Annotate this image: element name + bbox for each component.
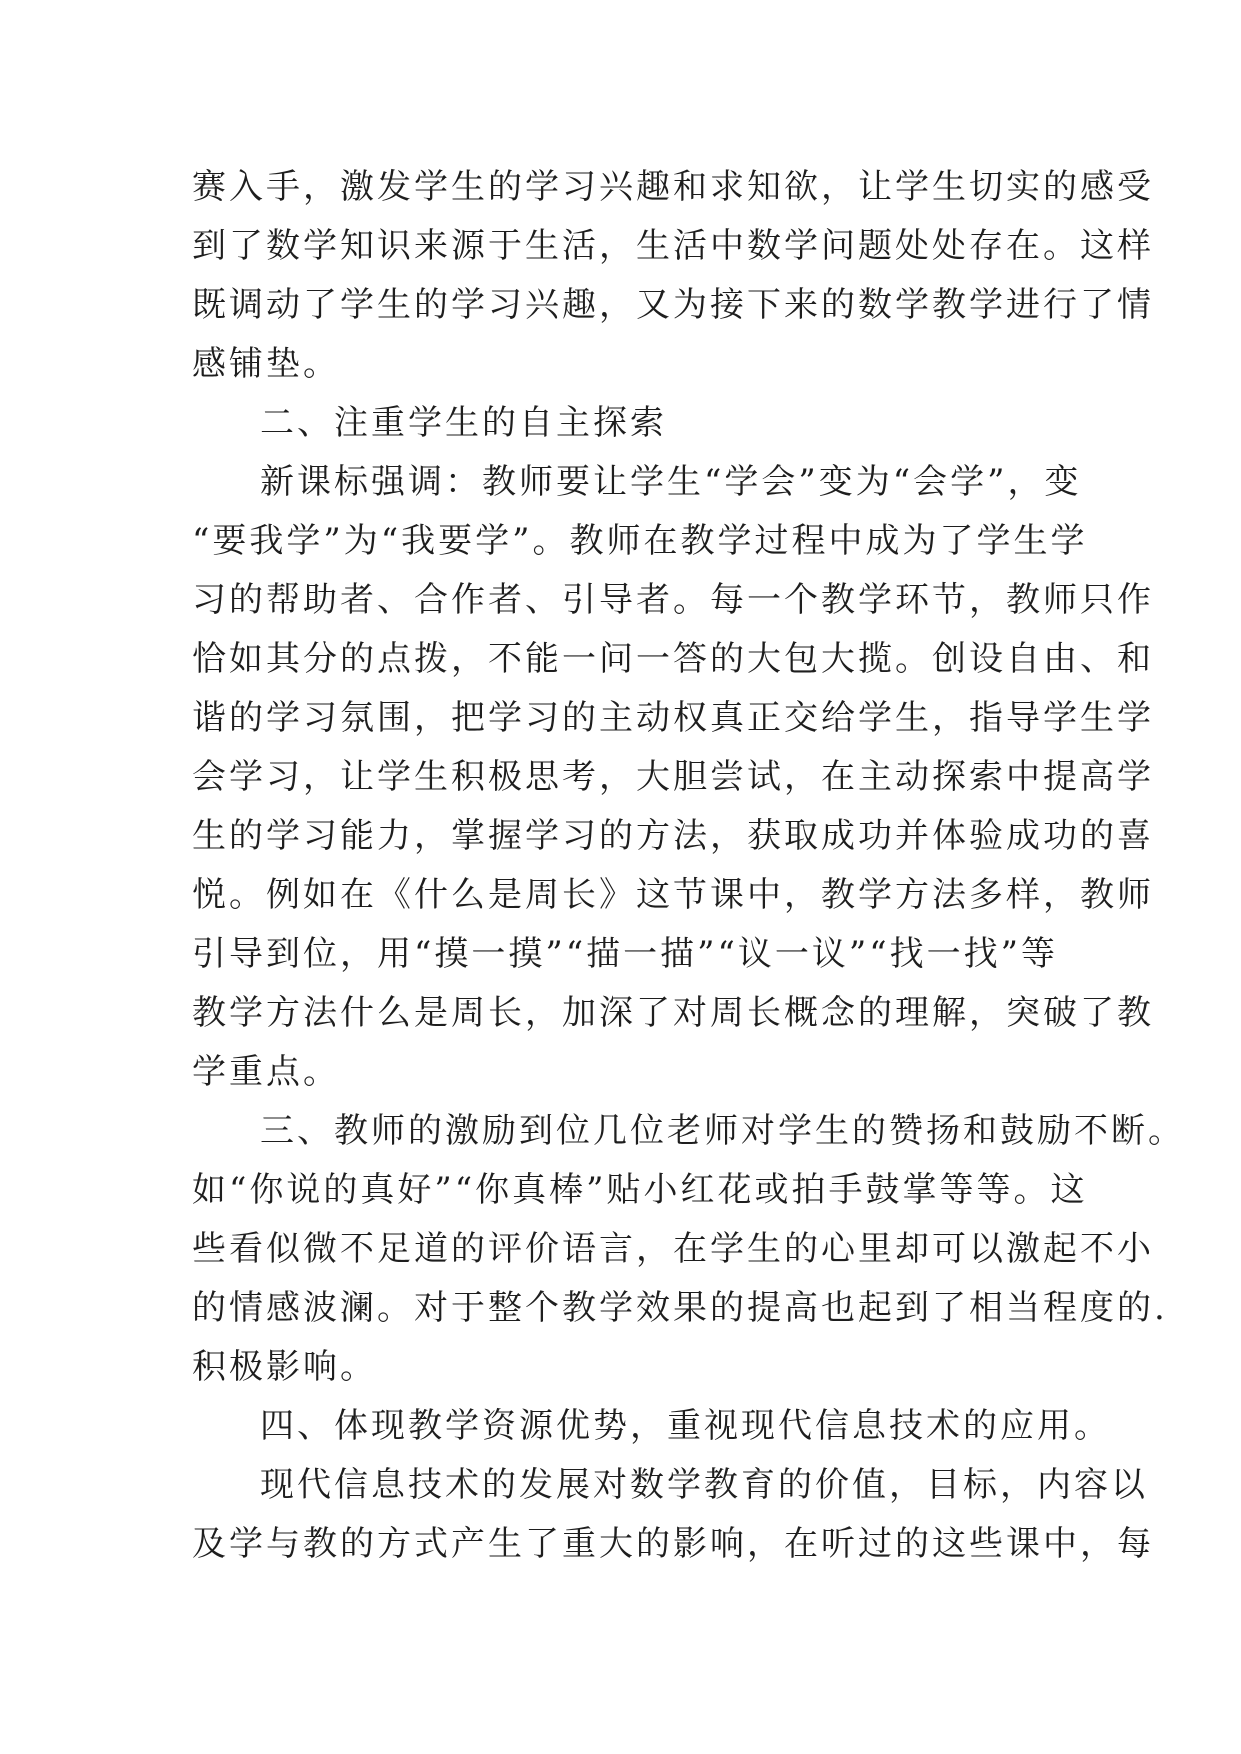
text-line: 习的帮助者、合作者、引导者。每一个教学环节，教师只作 (192, 580, 1154, 620)
text-line: 谐的学习氛围，把学习的主动权真正交给学生，指导学生学 (192, 698, 1154, 738)
text-line: 既调动了学生的学习兴趣，又为接下来的数学教学进行了情 (192, 285, 1154, 325)
text-line: 二、注重学生的自主探索 (260, 403, 667, 443)
text-line: 的情感波澜。对于整个教学效果的提高也起到了相当程度的. (192, 1288, 1168, 1328)
text-line: 及学与教的方式产生了重大的影响，在听过的这些课中，每 (192, 1524, 1154, 1564)
text-line: 四、体现教学资源优势，重视现代信息技术的应用。 (260, 1406, 1111, 1446)
text-line: 感铺垫。 (192, 344, 340, 384)
text-line: 恰如其分的点拨，不能一问一答的大包大揽。创设自由、和 (192, 639, 1154, 679)
text-line: 引导到位，用“摸一摸”“描一描”“议一议”“找一找”等 (192, 934, 1059, 974)
text-line: 新课标强调：教师要让学生“学会”变为“会学”，变 (260, 462, 1082, 502)
text-line: 积极影响。 (192, 1347, 377, 1387)
document-body (192, 158, 1185, 1574)
text-line: 会学习，让学生积极思考，大胆尝试，在主动探索中提高学 (192, 757, 1154, 797)
text-line: 悦。例如在《什么是周长》这节课中，教学方法多样，教师 (192, 875, 1154, 915)
text-line: 教学方法什么是周长，加深了对周长概念的理解，突破了教 (192, 993, 1154, 1033)
text-line: 如“你说的真好”“你真棒”贴小红花或拍手鼓掌等等。这 (192, 1170, 1088, 1210)
text-line: 现代信息技术的发展对数学教育的价值，目标，内容以 (260, 1465, 1148, 1505)
text-line: 些看似微不足道的评价语言，在学生的心里却可以激起不小 (192, 1229, 1154, 1269)
text-line: 学重点。 (192, 1052, 340, 1092)
text-line: 赛入手，激发学生的学习兴趣和求知欲，让学生切实的感受 (192, 167, 1154, 207)
text-line: 三、教师的激励到位几位老师对学生的赞扬和鼓励不断。 (260, 1111, 1185, 1151)
text-line: 到了数学知识来源于生活，生活中数学问题处处存在。这样 (192, 226, 1154, 266)
text-line: “要我学”为“我要学”。教师在教学过程中成为了学生学 (192, 521, 1088, 561)
text-line: 生的学习能力，掌握学习的方法，获取成功并体验成功的喜 (192, 816, 1154, 856)
